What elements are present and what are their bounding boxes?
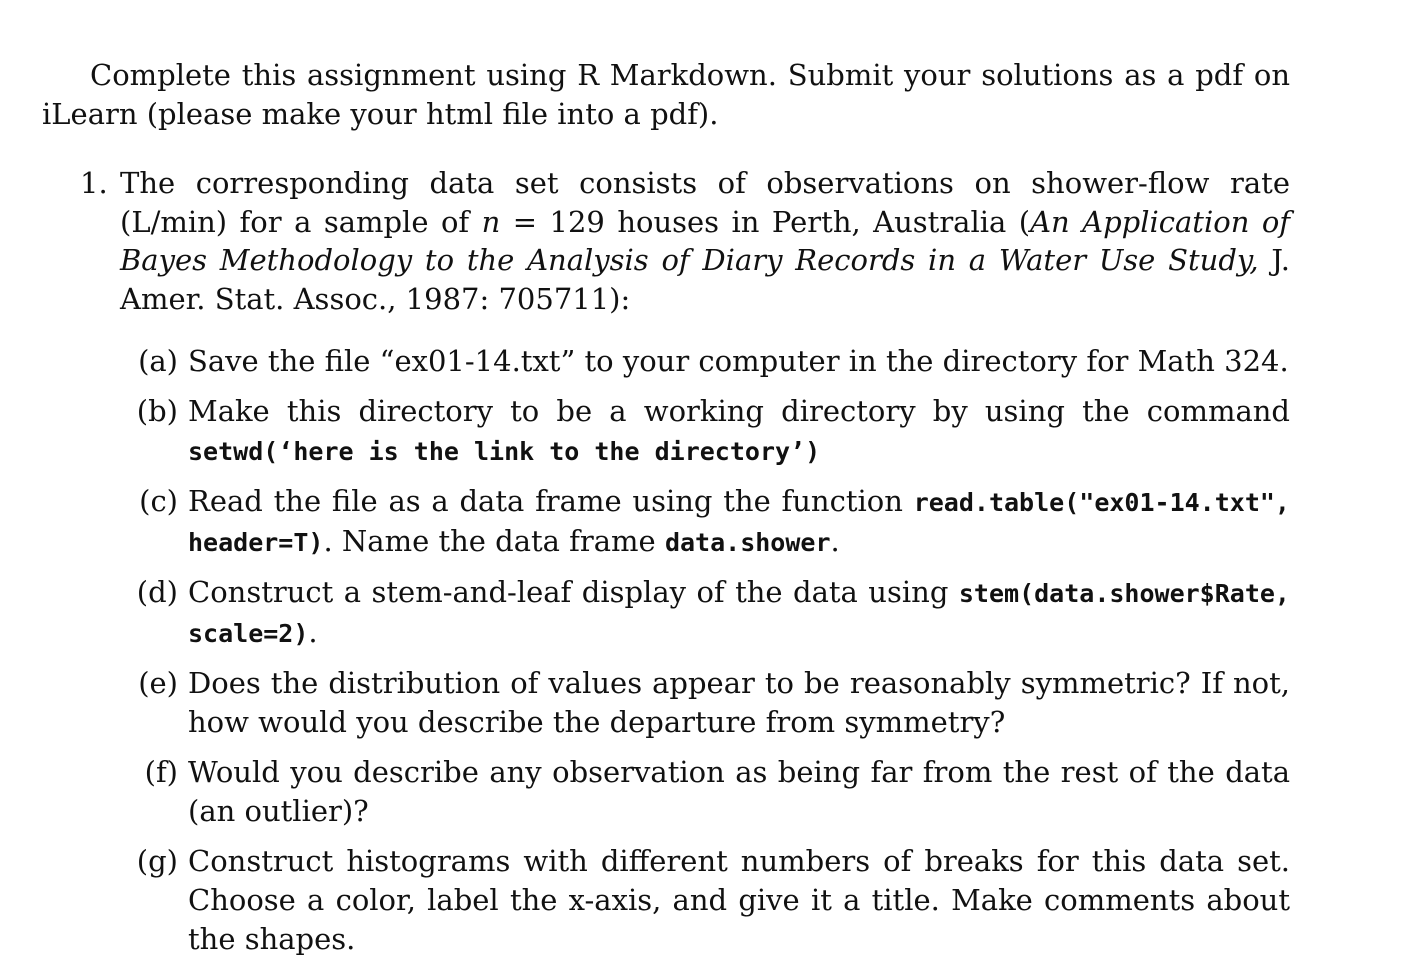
part-e: [138, 664, 1290, 742]
part-text: .: [308, 615, 318, 649]
question-number: 1.: [80, 166, 108, 200]
part-text: . Name the data frame: [323, 524, 656, 558]
part-text: Does the distribution of values appear to be reasonably symmetric? If not, how would you describe the departure from symmetry?: [188, 666, 1290, 739]
code-snippet: data.shower: [664, 528, 831, 557]
part-label: (d): [136, 575, 178, 609]
question-text-part1: The corresponding data set consists of observations on shower-flow rate (L/min) for a sample of: [120, 166, 1290, 239]
part-f: [144, 753, 1290, 831]
part-text: Save the file “ex01-14.txt” to your computer in the directory for Math 324.: [188, 344, 1289, 378]
sample-size-symbol: n: [481, 204, 501, 239]
part-label: (c): [139, 484, 178, 518]
code-snippet: stem(data.shower$Rate, scale=2): [188, 579, 1290, 648]
part-b: [136, 392, 1290, 471]
part-text: Would you describe any observation as being far from the rest of the data (an outlier)?: [188, 755, 1290, 828]
part-text: .: [830, 524, 840, 558]
part-text: Make this directory to be a working directory by using the command: [188, 394, 1290, 428]
citation-title: An Application of Bayes Methodology to the Analysis of Diary Records in a Water Use Study,: [120, 204, 1291, 277]
part-text: Construct histograms with different numbers of breaks for this data set. Choose a color, label the x-axis, and give it a title. Make comments about the shapes.: [188, 844, 1290, 956]
part-label: (g): [136, 844, 178, 878]
part-text: Read the file as a data frame using the function: [188, 484, 903, 518]
part-label: (f): [144, 755, 178, 789]
part-d: [136, 573, 1290, 653]
citation-details: J. Amer. Stat. Assoc., 1987: 705711):: [120, 243, 1291, 316]
question-text-part2: = 129 houses in Perth, Australia (: [512, 204, 1031, 239]
question-parts-list: [136, 342, 1290, 970]
part-label: (a): [138, 344, 178, 378]
part-g: [136, 842, 1290, 959]
part-text: Construct a stem-and-leaf display of the data using: [188, 575, 949, 609]
code-snippet: setwd(‘here is the link to the directory’): [188, 437, 821, 466]
question-1: [80, 164, 1291, 318]
part-a: [138, 342, 1290, 381]
part-c: [139, 482, 1290, 562]
code-snippet: read.table("ex01-14.txt", header=T): [188, 488, 1290, 557]
part-label: (e): [138, 666, 178, 700]
intro-paragraph: Complete this assignment using R Markdown. Submit your solutions as a pdf on iLearn (please make your html file into a pdf).: [42, 58, 1290, 131]
part-label: (b): [136, 394, 178, 428]
